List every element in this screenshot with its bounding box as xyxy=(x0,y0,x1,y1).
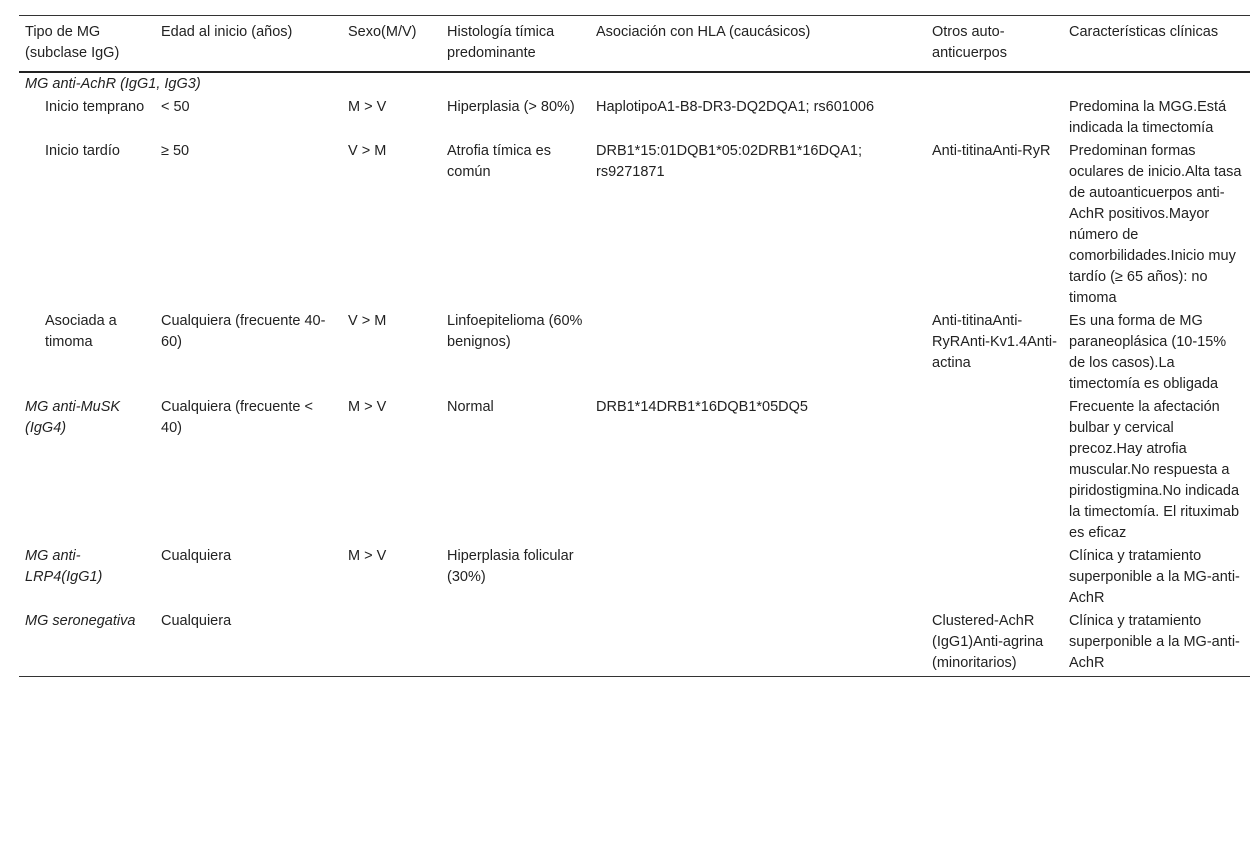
cell-sex: V ˃ M xyxy=(348,313,387,329)
mg-classification-table xyxy=(19,15,1250,677)
cell-histology: Hiperplasia folicular (30%) xyxy=(447,548,574,585)
cell-age: Cualquiera (frecuente < 40) xyxy=(161,399,313,436)
header-histology: Histología tímica predominante xyxy=(447,24,555,61)
cell-hla xyxy=(590,611,926,677)
cell-age: Cualquiera xyxy=(161,548,232,564)
cell-antibodies: Anti-titinaAnti-RyRAnti-Kv1.4Anti-actina xyxy=(932,313,1057,371)
table-row xyxy=(19,546,1250,611)
cell-clinical: Predominan formas oculares de inicio.Alta tasa de autoanticuerpos anti-AchR positivos.Mayor número de comorbilidades.Inicio muy tardío (≥ 65 años): no timoma xyxy=(1069,143,1242,306)
table-row xyxy=(19,96,1250,141)
cell-clinical: Predomina la MGG.Está indicada la timectomía xyxy=(1069,99,1227,136)
cell-age: Cualquiera xyxy=(155,611,342,677)
cell-histology: Normal xyxy=(447,399,494,415)
header-row xyxy=(19,16,1250,73)
cell-antibodies xyxy=(926,546,1063,611)
cell-type: Asociada a timoma xyxy=(45,313,117,350)
table-header xyxy=(19,16,1250,73)
table-row xyxy=(19,311,1250,397)
cell-antibodies xyxy=(926,96,1063,141)
header-age: Edad al inicio (años) xyxy=(161,24,293,40)
cell-age: Cualquiera (frecuente 40-60) xyxy=(161,313,326,350)
cell-type: MG seronegativa xyxy=(19,611,155,677)
cell-hla: HaplotipoA1-B8-DR3-DQ2DQA1; rs601006 xyxy=(596,99,875,115)
cell-age: < 50 xyxy=(161,99,190,115)
cell-type: Inicio tardío xyxy=(45,143,120,159)
cell-clinical: Clínica y tratamiento superponible a la MG-anti-AchR xyxy=(1063,611,1250,677)
cell-sex: V ˃ M xyxy=(348,143,387,159)
header-type: Tipo de MG (subclase IgG) xyxy=(25,24,120,61)
cell-antibodies: Clustered-AchR (IgG1)Anti-agrina (minoritarios) xyxy=(926,611,1063,677)
cell-clinical: Frecuente la afectación bulbar y cervical precoz.Hay atrofia muscular.No respuesta a piridostigmina.No indicada la timectomía. El rituximab es eficaz xyxy=(1069,399,1240,541)
table-row xyxy=(19,611,1250,677)
table-row xyxy=(19,397,1250,546)
cell-sex: M ˃ V xyxy=(348,548,387,564)
group-label: MG anti-AchR (IgG1, IgG3) xyxy=(25,76,201,92)
table-row xyxy=(19,141,1250,311)
header-clinical: Características clínicas xyxy=(1069,24,1219,40)
header-antibodies: Otros auto-anticuerpos xyxy=(932,24,1007,61)
cell-hla: DRB1*15:01DQB1*05:02DRB1*16DQA1; rs9271871 xyxy=(596,143,862,180)
header-sex: Sexo(M/V) xyxy=(348,24,417,40)
cell-clinical: Es una forma de MG paraneoplásica (10-15% de los casos).La timectomía es obligada xyxy=(1069,313,1227,392)
cell-type: MG anti-MuSK (IgG4) xyxy=(25,399,121,436)
cell-histology: Atrofia tímica es común xyxy=(447,143,551,180)
cell-hla xyxy=(590,546,926,611)
cell-type: MG anti-LRP4(IgG1) xyxy=(25,548,103,585)
cell-type: Inicio temprano xyxy=(45,99,145,115)
cell-antibodies: Anti-titinaAnti-RyR xyxy=(932,143,1051,159)
cell-sex xyxy=(342,611,441,677)
cell-clinical: Clínica y tratamiento superponible a la MG-anti-AchR xyxy=(1069,548,1240,606)
header-hla: Asociación con HLA (caucásicos) xyxy=(596,24,811,40)
cell-hla xyxy=(590,311,926,397)
cell-hla: DRB1*14DRB1*16DQB1*05DQ5 xyxy=(596,399,808,415)
cell-histology xyxy=(441,611,590,677)
cell-age: ≥ 50 xyxy=(161,143,190,159)
cell-histology: Linfoepitelioma (60% benignos) xyxy=(447,313,583,350)
group-row-achr xyxy=(19,72,1250,96)
cell-antibodies xyxy=(926,397,1063,546)
cell-sex: M ˃ V xyxy=(348,99,387,115)
table-body xyxy=(19,72,1250,677)
cell-sex: M ˃ V xyxy=(348,399,387,415)
cell-histology: Hiperplasia (˃ 80%) xyxy=(447,99,575,115)
